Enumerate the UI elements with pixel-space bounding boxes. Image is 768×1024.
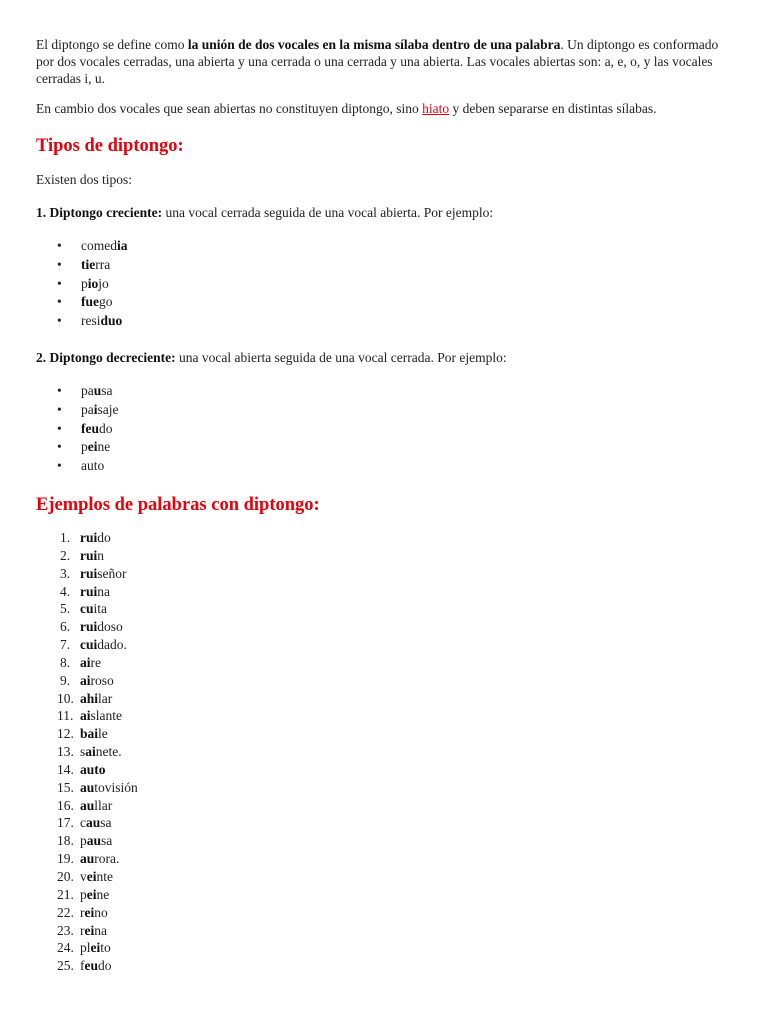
list-item (36, 957, 736, 975)
list-item (36, 600, 736, 618)
bullet-icon: • (57, 401, 62, 417)
decreciente-label: 2. Diptongo decreciente: (36, 349, 176, 365)
list-item (36, 832, 736, 850)
list-number: 3. (60, 565, 71, 581)
list-item (57, 401, 736, 420)
list-item (36, 672, 736, 690)
bullet-icon: • (57, 238, 62, 253)
intro-paragraph (36, 36, 736, 87)
word-part: go (99, 294, 113, 310)
hiato-text-1: En cambio dos vocales que sean abiertas no constituyen diptongo, sino (36, 101, 423, 116)
word-diphthong: bai (80, 726, 99, 742)
word-part: n (97, 547, 105, 563)
list-item (36, 922, 736, 940)
list-item (36, 618, 736, 636)
list-item (36, 636, 736, 654)
decreciente-list (36, 382, 736, 476)
list-number: 23. (57, 922, 74, 938)
word-part: c (80, 815, 86, 831)
list-number: 15. (57, 779, 74, 795)
word-part: nte (96, 869, 113, 884)
word-diphthong: ei (84, 904, 95, 920)
word-part: p (81, 439, 88, 455)
word-part: tovisión (94, 779, 138, 795)
creciente-paragraph (36, 204, 736, 221)
word-part: sa (101, 833, 113, 849)
bullet-icon: • (57, 420, 62, 436)
word-diphthong: feu (81, 420, 99, 436)
bullet-icon: • (57, 313, 62, 329)
list-item (36, 654, 736, 672)
list-item (57, 312, 736, 331)
intro-text-1: El diptongo se define como (36, 37, 188, 52)
list-number: 5. (60, 601, 71, 617)
word-part: señor (97, 565, 127, 581)
word-diphthong: au (80, 797, 95, 813)
list-item (57, 256, 736, 275)
list-item (36, 779, 736, 797)
list-item (36, 547, 736, 565)
list-number: 17. (57, 815, 74, 831)
list-item (57, 293, 736, 312)
word-diphthong: ei (84, 922, 95, 938)
word-diphthong: tie (81, 256, 96, 272)
word-part: p (81, 275, 88, 291)
hiato-paragraph (36, 100, 736, 117)
word-part: rra (95, 256, 111, 272)
intro-text-2: . Un diptongo es conformado por dos vocales cerradas, una abierta y una cerrada o una cerrada y una abierta. Las vocales abiertas son: a, e, o, y las vocales cerradas i, u. (36, 37, 719, 86)
word-part: ita (93, 601, 107, 617)
word-diphthong: rui (80, 565, 98, 581)
ejemplos-heading: Ejemplos de palabras con diptongo: (36, 494, 320, 515)
word-part: comed (81, 238, 117, 253)
list-number: 18. (57, 833, 74, 849)
word-part: llar (94, 797, 113, 813)
word-part: re (90, 654, 102, 670)
word-diphthong: cu (80, 601, 94, 617)
word-diphthong: ia (117, 238, 128, 253)
word-part: p (80, 886, 87, 902)
list-item (57, 420, 736, 439)
list-number: 12. (57, 726, 74, 742)
word-diphthong: ai (80, 672, 91, 688)
word-diphthong: cui (80, 637, 98, 653)
word-part: le (98, 726, 108, 742)
list-number: 14. (57, 761, 74, 777)
word-part: pa (81, 401, 94, 417)
word-part: dado. (97, 637, 127, 653)
list-item (36, 690, 736, 708)
creciente-list (36, 237, 736, 331)
word-diphthong: duo (100, 313, 123, 329)
word-part: r (80, 904, 85, 920)
decreciente-paragraph (36, 349, 736, 366)
list-item (57, 438, 736, 457)
word-diphthong: rui (80, 547, 98, 563)
word-diphthong: ei (86, 869, 97, 884)
word-diphthong: rui (80, 619, 98, 635)
list-number: 13. (57, 744, 74, 760)
word-part: resi (81, 313, 101, 329)
word-part: rora. (94, 851, 120, 867)
word-part: auto (81, 458, 105, 474)
list-item (36, 850, 736, 868)
list-item (36, 939, 736, 957)
hiato-link[interactable]: hiato (422, 101, 450, 116)
word-diphthong: ei (90, 940, 101, 956)
bullet-icon: • (57, 256, 62, 272)
word-diphthong: ei (86, 886, 97, 902)
word-part: sa (100, 815, 112, 831)
word-part: na (94, 922, 107, 938)
word-diphthong: ahi (80, 690, 99, 706)
word-part: sa (101, 382, 113, 398)
list-number: 10. (57, 690, 74, 706)
bullet-icon: • (57, 458, 62, 474)
list-number: 9. (60, 672, 71, 688)
list-number: 20. (57, 869, 74, 884)
word-part: saje (97, 401, 119, 417)
list-item (36, 707, 736, 725)
word-part: pa (81, 382, 94, 398)
creciente-desc: una vocal cerrada seguida de una vocal abierta. Por ejemplo: (162, 205, 494, 220)
word-diphthong: i (93, 401, 98, 417)
word-part: do (99, 420, 113, 436)
list-number: 25. (57, 958, 74, 974)
word-diphthong: ai (80, 708, 91, 724)
word-diphthong: u (93, 382, 102, 398)
word-diphthong: ei (87, 439, 98, 455)
document-page (36, 36, 736, 975)
word-part: slante (90, 708, 123, 724)
word-part: lar (98, 690, 113, 706)
word-part: na (97, 583, 111, 599)
word-diphthong: ai (80, 654, 91, 670)
list-number: 24. (57, 940, 74, 956)
bullet-icon: • (57, 275, 62, 291)
word-part: v (80, 869, 87, 884)
word-diphthong: fue (81, 294, 99, 310)
list-number: 4. (60, 583, 71, 599)
list-number: 22. (57, 904, 74, 920)
word-part: s (80, 744, 86, 760)
word-diphthong: auto (80, 761, 106, 777)
word-part: roso (90, 672, 114, 688)
word-diphthong: au (80, 779, 95, 795)
word-diphthong: au (86, 815, 101, 831)
list-item (57, 457, 736, 476)
word-part: p (80, 833, 87, 849)
tipos-intro: Existen dos tipos: (36, 172, 133, 187)
word-part: do (97, 529, 111, 545)
ejemplos-list (36, 529, 736, 975)
bullet-icon: • (57, 294, 62, 310)
list-item (36, 886, 736, 904)
list-item (57, 382, 736, 401)
list-item (36, 868, 736, 886)
list-number: 6. (60, 619, 71, 635)
word-part: r (80, 922, 85, 938)
list-number: 16. (57, 797, 74, 813)
word-part: ne (97, 439, 111, 455)
list-item (36, 761, 736, 779)
list-item (36, 797, 736, 815)
word-diphthong: ai (85, 744, 96, 760)
list-number: 21. (57, 886, 74, 902)
tipos-heading: Tipos de diptongo: (36, 136, 184, 156)
list-number: 1. (60, 529, 71, 545)
list-item (36, 904, 736, 922)
list-item (36, 743, 736, 761)
list-item (36, 565, 736, 583)
bullet-icon: • (57, 439, 62, 455)
list-item (36, 725, 736, 743)
word-part: nete. (95, 744, 122, 760)
word-diphthong: rui (80, 583, 98, 599)
creciente-label: 1. Diptongo creciente: (36, 205, 163, 220)
word-diphthong: au (86, 833, 102, 849)
decreciente-desc: una vocal abierta seguida de una vocal cerrada. Por ejemplo: (175, 349, 507, 365)
hiato-text-2: y deben separarse en distintas sílabas. (449, 101, 657, 116)
word-diphthong: rui (80, 529, 98, 545)
list-number: 7. (60, 637, 71, 653)
word-part: no (94, 904, 108, 920)
word-part: do (98, 958, 112, 974)
word-part: pl (80, 940, 91, 956)
list-number: 2. (60, 547, 71, 563)
list-item (36, 529, 736, 547)
intro-definition: la unión de dos vocales en la misma sílaba dentro de una palabra (187, 37, 561, 52)
word-diphthong: au (80, 851, 95, 867)
list-number: 19. (57, 851, 74, 867)
list-item (57, 275, 736, 294)
word-part: to (100, 940, 111, 956)
list-number: 8. (60, 654, 71, 670)
word-part: f (80, 958, 85, 974)
word-diphthong: eu (84, 958, 98, 974)
word-part: ne (96, 886, 110, 902)
word-part: doso (97, 619, 123, 635)
word-diphthong: io (87, 275, 99, 291)
list-number: 11. (57, 708, 74, 724)
list-item (36, 814, 736, 832)
list-item (36, 583, 736, 601)
word-part: jo (98, 275, 109, 291)
bullet-icon: • (57, 382, 62, 398)
list-item (57, 237, 736, 256)
